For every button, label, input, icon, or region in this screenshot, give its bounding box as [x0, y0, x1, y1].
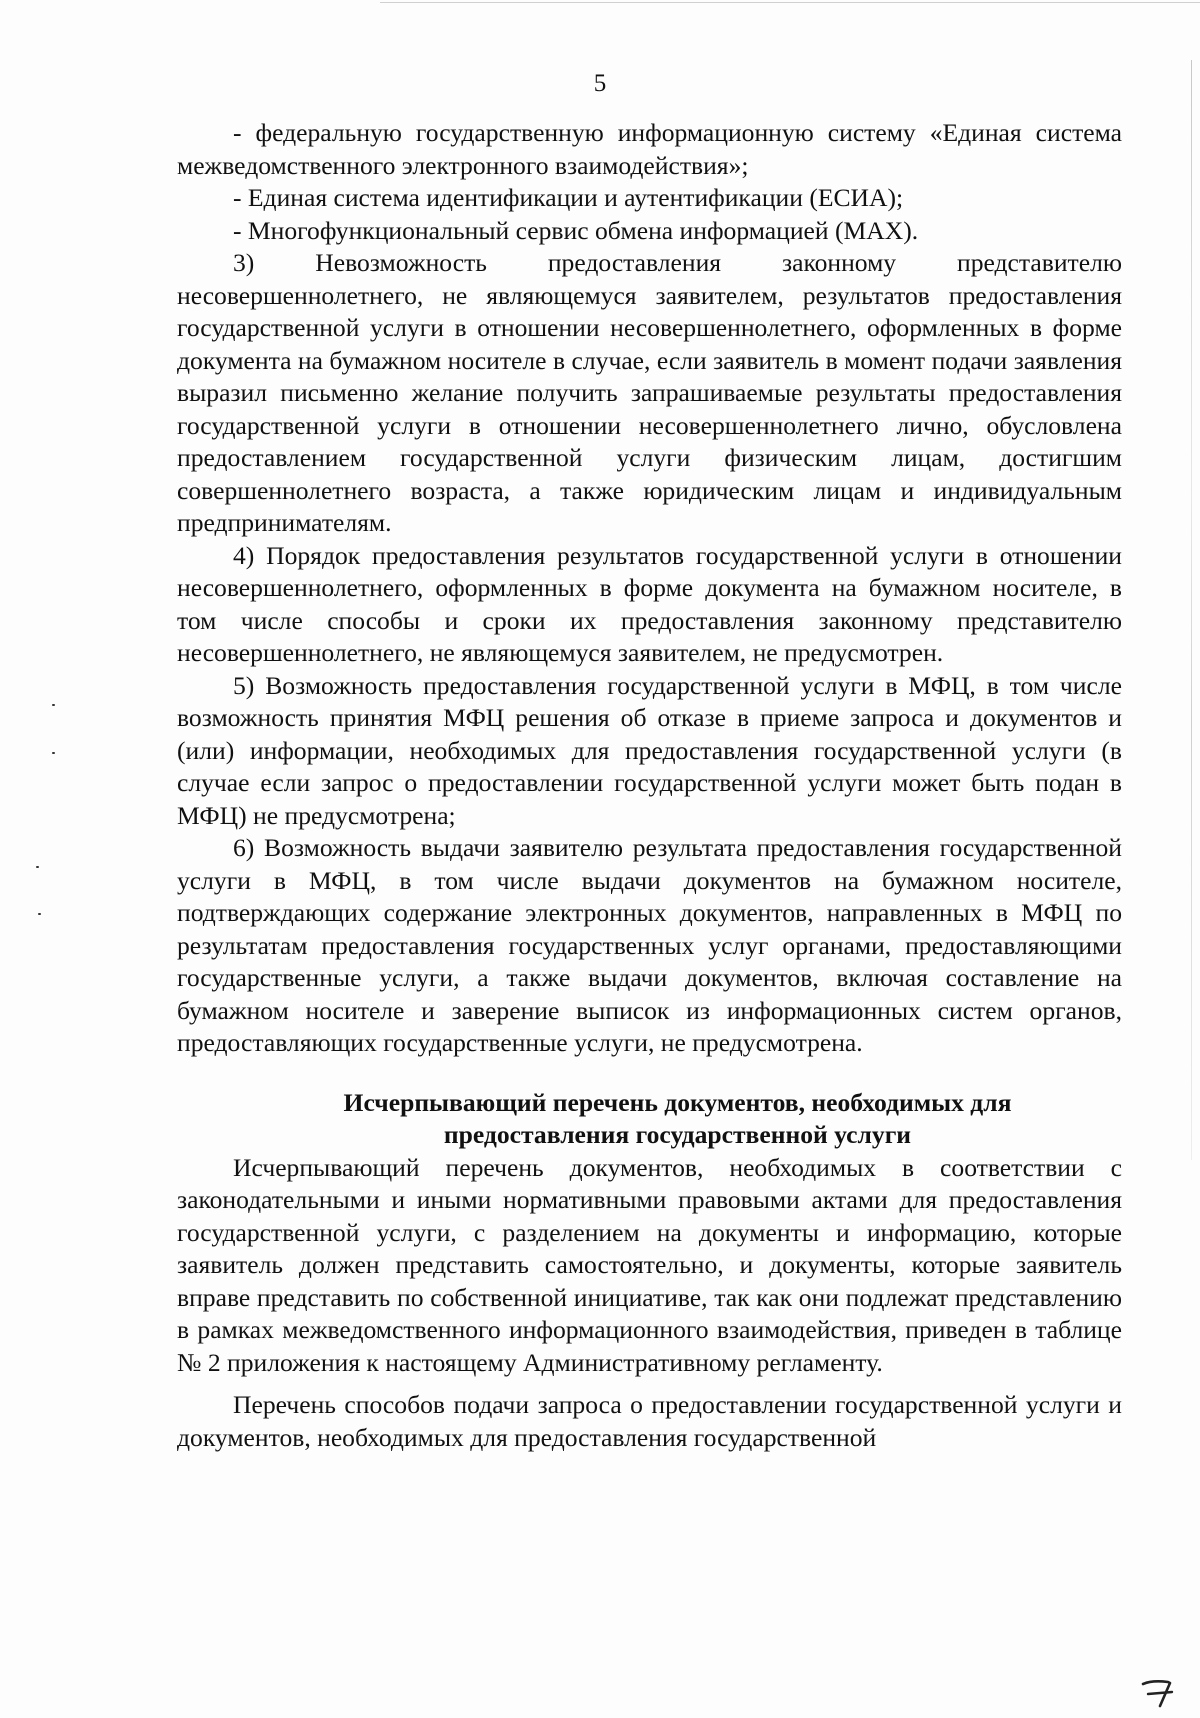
paragraph-7: 6) Возможность выдачи заявителю результата предоставления государственной услуги в МФЦ, в том числе выдачи документов на бумажном носителе, подтверждающих содержание электронных документов, направленных в МФЦ по результатам предоставления государственных услуг органами, предоставляющими государственные услуги, а также выдачи документов, включая составление на бумажном носителе и заверение выписок из информационных систем органов, предоставляющих государственные услуги, не предусмотрена. [177, 833, 1122, 1057]
paragraph-1: - федеральную государственную информационную систему «Единая система межведомственного электронного взаимодействия»; [177, 118, 1122, 180]
scan-speck [52, 704, 55, 706]
paragraph-3: - Многофункциональный сервис обмена информацией (MAX). [233, 215, 919, 245]
paragraph-2: - Единая система идентификации и аутентификации (ЕСИА); [233, 183, 904, 212]
paragraph-6: 5) Возможность предоставления государственной услуги в МФЦ, в том числе возможность принятия МФЦ решения об отказе в приеме запроса и документов и (или) информации, необходимых для предоставления государственной услуги (в случае если запрос о предоставлении государственной услуги может быть подан в МФЦ) не предусмотрена; [177, 670, 1122, 830]
section-heading [177, 1087, 1122, 1152]
scan-speck [52, 752, 55, 754]
section-paragraph-2: Перечень способов подачи запроса о предоставлении государственной услуги и документов, необходимых для предоставления государственной [177, 1390, 1122, 1452]
section-paragraph-1: Исчерпывающий перечень документов, необходимых в соответствии с законодательными и иными нормативными правовыми актами для предоставления государственной услуги, с разделением на документы и информацию, которые заявитель должен представить самостоятельно, и документы, которые заявитель вправе представить по собственной инициативе, так как они подлежат представлению в рамках межведомственного информационного взаимодействия, приведен в таблице № 2 приложения к настоящему Административному регламенту. [177, 1152, 1122, 1377]
handwritten-seven-mark-icon [1138, 1672, 1178, 1712]
scan-speck [38, 913, 41, 915]
scan-edge-top [380, 2, 1200, 3]
paragraph-4: 3) Невозможность предоставления законному представителю несовершеннолетнего, не являющемуся заявителем, результатов предоставления государственной услуги в отношении несовершеннолетнего, оформленных в форме документа на бумажном носителе в случае, если заявитель в момент подачи заявления выразил письменно желание получить запрашиваемые результаты предоставления государственной услуги в отношении несовершеннолетнего лично, обусловлена предоставлением государственной услуги физическим лицам, достигшим совершеннолетнего возраста, а также юридическим лицам и индивидуальным предпринимателям. [177, 248, 1122, 537]
paragraph-gap [177, 1379, 1122, 1389]
section-heading-line-1: Исчерпывающий перечень документов, необходимых для [343, 1087, 1012, 1117]
scan-speck [36, 866, 39, 868]
document-body [177, 117, 1122, 1454]
scan-edge-right [1191, 60, 1192, 1160]
paragraph-5: 4) Порядок предоставления результатов государственной услуги в отношении несовершеннолетнего, оформленных в форме документа на бумажном носителе, в том числе способы и сроки их предоставления законному представителю несовершеннолетнего, не являющемуся заявителем, не предусмотрен. [177, 540, 1122, 667]
section-heading-line-2: предоставления государственной услуги [443, 1120, 912, 1149]
page-number: 5 [593, 70, 607, 97]
